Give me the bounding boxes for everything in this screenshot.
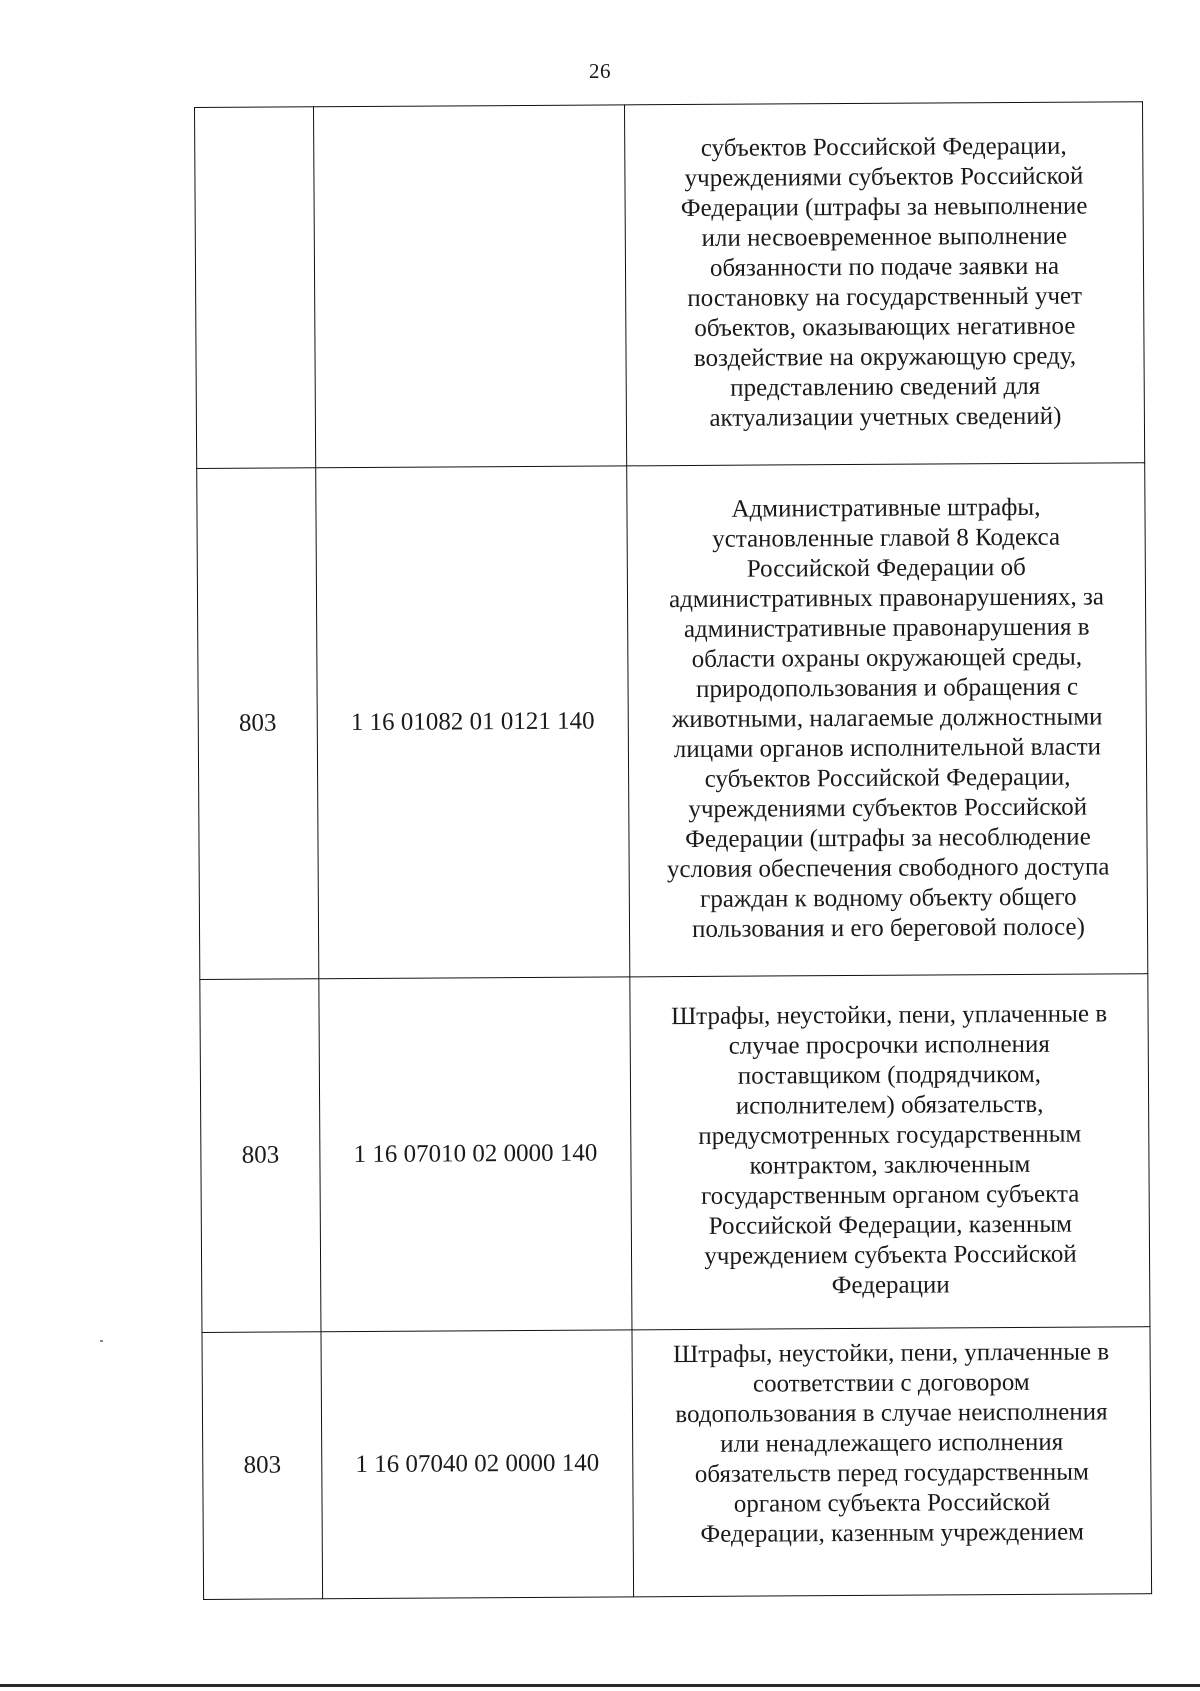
description-text: Штрафы, неустойки, пени, уплаченные в случае просрочки исполнения поставщиком (подрядчиком, исполнителем) обязательств, предусмотренных государственным контрактом, заключенным государственным органом субъекта Российской Федерации, казенным учреждением субъекта Российской Федерации xyxy=(670,1000,1108,1300)
admin-code-cell: 803 xyxy=(202,1332,323,1600)
kbk-code-cell: 1 16 07010 02 0000 140 xyxy=(319,977,632,1332)
table-row xyxy=(200,974,1150,1333)
kbk-code-cell: 1 16 07040 02 0000 140 xyxy=(321,1330,634,1599)
description-cell xyxy=(630,974,1150,1330)
page-number: 26 xyxy=(589,59,611,83)
kbk-code-cell xyxy=(314,105,627,468)
kbk-code-cell: 1 16 01082 01 0121 140 xyxy=(316,466,630,979)
table-row xyxy=(197,463,1148,980)
revenue-code-table xyxy=(194,101,1152,1600)
admin-code-cell: 803 xyxy=(197,468,319,980)
description-cell xyxy=(632,1327,1152,1597)
admin-code-cell: 803 xyxy=(200,979,321,1333)
table-row xyxy=(202,1327,1152,1600)
description-text: Административные штрафы, установленные главой 8 Кодекса Российской Федерации об административных правонарушениях, за административные правонарушения в области охраны окружающей среды, природопользования и обращения с животными, налагаемые должностными лицами органов исполнительной власти субъектов Российской Федерации, учреждениями субъектов Российской Федерации (штрафы за несоблюдение условия обеспечения свободного доступа граждан к водному объекту общего пользования и его береговой полосе) xyxy=(666,493,1110,943)
description-text: субъектов Российской Федерации, учреждениями субъектов Российской Федерации (штрафы за невыполнение или несвоевременное выполнение обязанности по подаче заявки на постановку на государственный учет объектов, оказывающих негативное воздействие на окружающую среду, представлению сведений для актуализации учетных сведений) xyxy=(680,132,1088,432)
description-text: Штрафы, неустойки, пени, уплаченные в соответствии с договором водопользования в случае неисполнения или ненадлежащего исполнения обязательств перед государственным органом субъекта Российской Федерации, казенным учреждением xyxy=(673,1338,1110,1548)
scan-bottom-edge xyxy=(0,1684,1200,1687)
table-row xyxy=(195,102,1145,469)
scan-speck xyxy=(100,1340,103,1342)
admin-code-cell xyxy=(195,107,316,469)
description-cell xyxy=(627,463,1148,977)
description-cell xyxy=(624,102,1144,466)
